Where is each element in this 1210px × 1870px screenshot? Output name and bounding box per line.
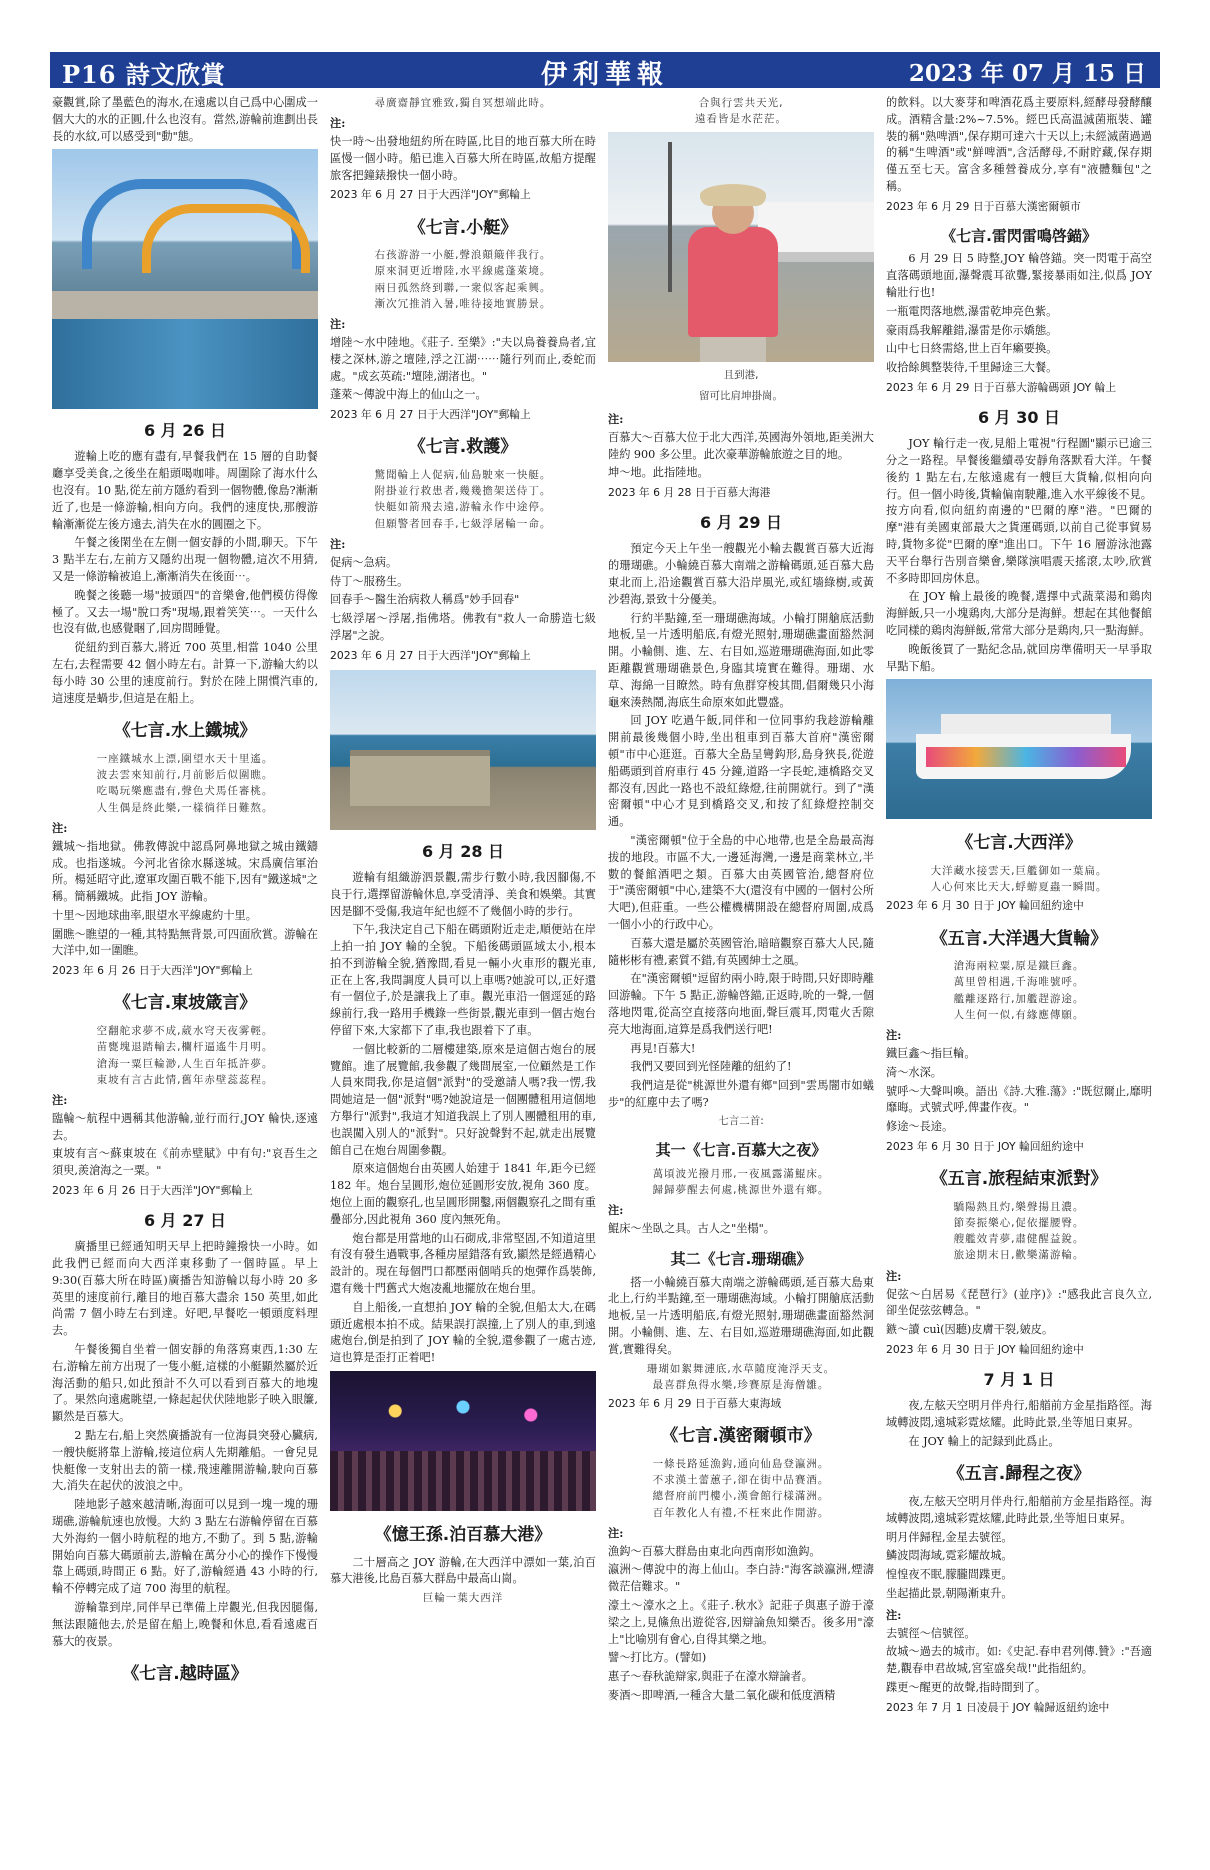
paragraph: 原來這個炮台由英國人始建于 1841 年,距今已經 182 年。炮台呈圓形,炮位延圓形安放,視角 360 度。炮位上面的觀察孔,也呈圓形開鑿,兩個觀察孔之間有重疊部分,因此視角 360 度內無死角。: [330, 1162, 596, 1226]
poem-title: 《憶王孫.泊百慕大港》: [374, 1525, 552, 1546]
paragraph: 午餐後獨自坐着一個安靜的角落寫東西,1:30 左右,游輪左前方出現了一隻小艇,這樣的小艇顯然屬於近海活動的船只,如此預計不久可以看到百慕大的地塊了。果然向遠處眺望,一條起起伏伏陸地影子映入眼簾,顯然是百慕大。: [52, 1342, 318, 1424]
note: 修途～長途。: [886, 1120, 954, 1134]
poem-line: 總督府前門樓小,漢會館行樣滿洲。: [652, 1490, 830, 1503]
poem-line: 明月伴歸程,金星去號徑。: [886, 1530, 1013, 1544]
signature: 2023 年 7 月 1 日凌晨于 JOY 輪歸返紐約途中: [886, 1700, 1110, 1714]
note: 百慕大～百慕大位于北大西洋,英國海外領地,距美洲大陸約 900 多公里。此次豪華游輪旅遊之目的地。: [608, 430, 874, 461]
signature: 2023 年 6 月 30 日于 JOY 輪回紐約途中: [886, 1342, 1084, 1356]
poem-line: 節奏振樂心,促依擺腰臀。: [953, 1216, 1085, 1229]
paragraph: 夜,左舷天空明月伴舟行,船艏前方金星指路徑。海域轉波悶,遠城彩霓炫耀,此時此景,坐等旭日東昇。: [886, 1494, 1152, 1525]
note: 漁鈎～百慕大群島由東北向西南形如漁鈎。: [608, 1544, 821, 1558]
note: 十里～因地球曲率,眼望水平線處約十里。: [52, 908, 257, 922]
signature: 2023 年 6 月 26 日于大西洋"JOY"郵輪上: [52, 1184, 253, 1198]
note-label: 注:: [330, 536, 346, 551]
note: 蹀更～醒更的故聲,指時間到了。: [886, 1680, 1047, 1694]
poem-line: 快艇如箭飛去遠,游輪永作中途停。: [374, 501, 552, 514]
paragraph: 二十層高之 JOY 游輪,在大西洋中漂如一葉,泊百慕大港後,比島百慕大群島中最高山崗。: [330, 1555, 596, 1586]
paragraph: 陸地影子越來越清晰,海面可以見到一塊一塊的珊瑚礁,游輪航速也放慢。大約 3 點左右游輪停留在百慕大外海約一個小時航程的地方,不動了。到 5 點,游輪開始向百慕大碼頭前去,游輪在萬分小心的操作下慢慢靠上碼頭,時間正 6 點。好了,游輪經過 43 小時的行,輪不停轉完成了這 700 海里的航程。: [52, 1498, 318, 1596]
poem-line: 空翻舵求夢不成,葳水穹天夜雾輕。: [96, 1024, 274, 1037]
party-photo: [330, 1371, 596, 1511]
paragraph: 午餐之後閑坐在左側一個安靜的小間,聊天。下午 3 點半左右,左前方又隱約出現一個物體,這次不用猜,又是一條游輪被追上,漸漸消失在後面⋯。: [52, 536, 318, 583]
note: 回春手～醫生治病救人稱爲"妙手回春": [330, 593, 520, 607]
signature: 2023 年 6 月 28 日于百慕大海港: [608, 486, 771, 500]
paragraph: 我們又要回到光怪陸離的紐約了!: [630, 1060, 792, 1074]
day-heading: 7 月 1 日: [983, 1370, 1055, 1390]
poem-line: 東坡有言古此情,舊年赤壁蕊蕊程。: [96, 1073, 274, 1086]
signature: 2023 年 6 月 30 日于 JOY 輪回紐約途中: [886, 1139, 1084, 1153]
note: 譬～打比方。(譬如): [608, 1651, 707, 1665]
poem-line: 珊瑚如絮舞漣底,水草隨度淹浮天支。: [646, 1362, 836, 1375]
poem-line: 苗甕塊退踏輸去,欄杆逼遙牛月明。: [96, 1041, 274, 1054]
note: 促病～急病。: [330, 555, 398, 569]
poem-line: 山中七日終需絡,世上百年癩要換。: [886, 342, 1058, 356]
note: 故城～過去的城市。如:《史記.春申君列傳.贊》:"吾適楚,觀春申君故城,宮室盛矣哉!"此指紐約。: [886, 1645, 1152, 1676]
note: 鏃～讀 cuì(因聽)皮膚干裂,皴皮。: [886, 1323, 1054, 1337]
poem-line: 滄海兩粒粟,原是鐵巨鑫。: [953, 960, 1085, 973]
poem-line: 最喜群魚得水樂,珍賽原是海僧雛。: [652, 1378, 830, 1391]
paragraph: 從紐約到百慕大,將近 700 英里,相當 1040 公里左右,去程需要 42 個小時左右。計算一下,游輪大約以每小時 30 公里的速度前行。對於在陸上開慣汽車的,這速度是蝸步,但這是在船上。: [52, 641, 318, 705]
section-label: P16 詩文欣賞: [62, 60, 226, 89]
column-4: [886, 95, 1152, 1860]
poem-line: 驚聞輪上人促病,仙島駛來一快艇。: [374, 468, 552, 481]
poem-line: 附掛並行救患者,幾幾擔架送侍丁。: [374, 485, 552, 498]
paragraph: 炮台都是用當地的山石砌成,非常堅固,不知道這里有沒有發生過戰事,各種房屋錯落有致,顯然是經過精心設計的。現在每個門口都壓兩個哨兵的炮彈作爲裝飾,還有幾十門舊式大炮凌亂地擺放在炮台里。: [330, 1231, 596, 1296]
paragraph: 行約半點鐘,至一珊瑚礁海域。小輪打開艙底活動地板,呈一片透明船底,有燈光照射,珊瑚礁畫面豁然洞開。小輪側、進、左、右目如,巡遊珊瑚礁海面,如此零距離觀賞珊瑚礁景色,身臨其境實在難得。珊瑚、水草、海綿一目瞭然。時有魚群穿梭其間,倡爾幾只小海龜來湊熱鬧,海底生命原來如此豐盛。: [608, 611, 874, 709]
note-label: 注:: [52, 1093, 68, 1108]
fort-photo: [330, 670, 596, 830]
photo-caption: 留可比肩坤掛崗。: [699, 390, 783, 403]
paragraph: 廣播里已經通知明天早上把時鐘撥快一小時。如此我們已經而向大西洋東移動了一個時區。早上 9:30(百慕大所在時區)廣播告知游輪以每小時 20 多英里的速度前行,離目的地百慕大盡余 150 英里,如此尚需 7 個小時左右到達。好吧,早餐吃一頓頭度料理去。: [52, 1240, 318, 1338]
paragraph: 2 點左右,船上突然廣播說有一位海員突發心臟病,一艘快艇將靠上游輪,接這位病人先期離船。一會兒見快艇像一支射出去的箭一樣,飛速離開游輪,駛向百慕大,消失在起伏的波浪之中。: [52, 1428, 318, 1493]
poem-line: 波去雲來知前行,月前影后似圍瞧。: [96, 769, 274, 782]
masthead: [50, 52, 1160, 88]
poem-line: 遠看皆是水茫茫。: [695, 113, 787, 126]
note: 瀛洲～傳說中的海上仙山。李白詩:"海客談瀛洲,煙濤微茫信難求。": [608, 1563, 874, 1594]
column-1: [52, 95, 318, 1860]
note: 鯤床～坐臥之具。古人之"坐榻"。: [608, 1222, 775, 1236]
signature: 2023 年 6 月 29 日于百慕大游輪碼頭 JOY 輪上: [886, 381, 1117, 395]
signature: 2023 年 6 月 29 日于百慕大東海域: [608, 1397, 782, 1411]
paragraph: 晚餐之後聽一場"披頭四"的音樂會,他們模仿得像極了。又去一場"脫口秀"現場,跟着笑笑⋯。一天什么也沒有做,也感覺睏了,回房間睡覺。: [52, 588, 318, 636]
signature: 2023 年 6 月 26 日于大西洋"JOY"郵輪上: [52, 964, 253, 978]
note: 臨輪～航程中遇稱其他游輪,並行而行,JOY 輪快,逐遠去。: [52, 1111, 318, 1142]
poem-line: 漸次冗推消入暑,唯待接地實勝景。: [374, 297, 552, 310]
poem-line: 滄海一粟巨輪渺,人生百年抵許夢。: [96, 1057, 274, 1070]
poem-line: 人生偶是終此樂,一樣徜徉日難熬。: [96, 801, 274, 814]
paragraph: "漢密爾頓"位于全島的中心地帶,也是全島最高海拔的地段。市區不大,一邊延海灣,一邊是商業林立,半數的餐館酒吧之類。百慕大由英國管治,總督府位于"漢密爾頓"中心,建築不大(還沒有中國的一個村公所大吧),但莊重。一些公權機構開設在總督府周圍,成爲一個小小的行政中心。: [608, 833, 874, 931]
note-label: 注:: [608, 412, 624, 427]
poem-line: 一條長路延漁鈎,通向仙島登瀛洲。: [652, 1457, 830, 1470]
poem-line: 但願警者回春手,七級浮屠輪一命。: [374, 517, 552, 530]
poem-title: 《七言.越時區》: [122, 1664, 248, 1685]
paragraph: 夜,左舷天空明月伴舟行,船艏前方金星指路徑。海域轉波悶,遠城彩霓炫耀。此時此景,坐等旭日東昇。: [886, 1399, 1152, 1429]
poem-line: 兩日孤然終到聯,一衆似客起乘興。: [374, 281, 552, 294]
paragraph: 在 JOY 輪上的記録到此爲止。: [908, 1434, 1060, 1448]
signature: 2023 年 6 月 30 日于 JOY 輪回紐約途中: [886, 899, 1084, 913]
note-label: 注:: [886, 1028, 902, 1043]
poem-line: 豪雨爲我解離錯,瀑雷是你示嬌態。: [886, 323, 1058, 337]
poem-title: 《七言.漢密爾頓市》: [661, 1426, 821, 1447]
poem-title: 《七言.小艇》: [408, 217, 518, 238]
paragraph: 6 月 29 日 5 時整,JOY 輪啓錨。突一閃電于高空直落碼頭地面,瀑聲震耳欲聾,緊接暴雨如注,似爲 JOY 輪壯行也!: [886, 252, 1152, 300]
poem-title: 《七言.救護》: [408, 437, 518, 458]
note: 圍瞧～瞧望的一種,其特點無背景,可四面欣賞。游輪在大洋中,如一圍瞧。: [52, 927, 318, 958]
poem-line: 鱗波悶海域,霓彩耀故城。: [886, 1549, 1013, 1563]
day-heading: 6 月 28 日: [421, 841, 505, 861]
column-2: [330, 95, 596, 1860]
paragraph: 再見!百慕大!: [630, 1041, 696, 1055]
poem-line: 惶惶夜不眠,朦朧間蹀更。: [886, 1568, 1013, 1582]
day-heading: 6 月 29 日: [699, 513, 783, 533]
paragraph: 我們這是從"桃源世外還有鄉"回到"雲馬闇市如蟻步"的紅塵中去了嗎?: [608, 1079, 874, 1109]
poem-line: 百年教化人有禮,不枉來此作閒游。: [652, 1506, 830, 1519]
paragraph: 晚飯後買了一點紀念品,就回房準備明天一早爭取早點下船。: [886, 642, 1152, 673]
day-heading: 6 月 27 日: [143, 1211, 227, 1231]
signature: 2023 年 6 月 29 日于百慕大漢密爾頓市: [886, 199, 1081, 213]
note: 侍丁～服務生。: [330, 574, 409, 588]
poem-title: 《五言.歸程之夜》: [947, 1464, 1091, 1485]
poem-line: 原來洞更近增陸,水平線處蓬萊境。: [374, 265, 552, 278]
poem-title: 《七言.水上鐵城》: [113, 721, 257, 742]
poem-line: 尋廣齋靜宜雅致,獨自冥想端此時。: [374, 97, 552, 109]
note: 鐵城～指地獄。佛教傳說中認爲阿鼻地獄之城由鐵鑄成。也指遂城。今河北省徐水縣遂城。宋爲廣信軍治所。楊延昭守此,遼軍攻圍百戰不能下,因有"鐵遂城"之稱。簡稱鐵城。此指 JOY 游輪。: [52, 839, 318, 904]
paragraph: 百慕大還是屬於英國管治,暗暗觀察百慕大人民,隨隨彬彬有禮,素質不錯,有英國紳士之風。: [608, 936, 874, 967]
note: 去號徑～信號徑。: [886, 1626, 976, 1640]
poem-line: 巨輪一葉大西洋: [422, 1592, 504, 1605]
photo-caption: 且到港,: [723, 368, 759, 381]
note: 快一時～出發地紐約所在時區,比目的地百慕大所在時區慢一個小時。船已進入百慕大所在時區,故船方提醒旅客把鐘錶撥快一個小時。: [330, 135, 596, 182]
poem-line: 人心何來比天大,蜉蝣夏蟲一瞬間。: [930, 881, 1108, 894]
note: 增陸～水中陸地。《莊子. 至樂》:"夫以鳥養養鳥者,宜棲之深林,游之壇陸,浮之江湖⋯⋯隨行列而止,委蛇而處。"成玄英疏:"壇陸,湖渚也。": [330, 336, 596, 383]
traveler-photo: [608, 132, 874, 362]
note: 渏～水深。: [886, 1065, 942, 1079]
paragraph: 豪觀賞,除了墨藍色的海水,在遠處以自己爲中心圍成一個大大的水的正圓,什么也沒有。當然,游輪前進劃出長長的水紋,可以感受到"動"態。: [52, 96, 318, 143]
note-label: 注:: [886, 1607, 902, 1622]
poem-line: 艘艦效青夢,肅健醒益銳。: [953, 1233, 1085, 1246]
signature: 2023 年 6 月 27 日于大西洋"JOY"郵輪上: [330, 408, 531, 422]
paragraph: JOY 輪行走一夜,見船上電視"行程圖"顯示已逾三分之一路程。早餐後繼續尋安靜角落默看大洋。午餐後約 1 點左右,左舷遠處有一艘巨大貨輪,似相向向行。但一個小時後,貨輪偏南駛離,進入水平線後不見。按方向看,似向紐約南邊的"巴爾的摩"港。"巴爾的摩"港有美國東部最大之貨運碼頭,以前自己從事貿易時,貨物多從"巴爾的摩"進出口。下午 16 層游泳池露天平台舉行告別音樂會,樂隊演唱震天搖滾,太吵,欣賞不多時即回房休息。: [886, 437, 1152, 585]
paragraph: 在"漢密爾頓"逗留約兩小時,限于時間,只好即時離回游輪。下午 5 點正,游輪啓錨,正返時,吮的一聲,一個落地閃電,從高空直接落向地面,聲巨震耳,閃電火舌隙亮大地海面,這算是爲我們送行吧!: [608, 972, 874, 1036]
note-label: 注:: [608, 1203, 624, 1218]
poem-line: 坐起描此景,朝陽漸東升。: [886, 1586, 1013, 1600]
note: 蓬萊～傳說中海上的仙山之一。: [330, 388, 487, 402]
poem-line: 不求漢土蕾蕙子,卻在街中品賽酒。: [652, 1474, 830, 1487]
paragraph: 的飲料。以大麥芽和啤酒花爲主要原料,經酵母發酵釀成。酒精含量:2%~7.5%。經巴氏高温滅菌瓶裝、罐裝的稱"熟啤酒",保存期可達六十天以上;未經滅菌過過的稱"生啤酒"或"鮮啤酒",含活酵母,不耐貯藏,保存期僅五至七天。富含多種營養成分,享有"液體麵包"之稱。: [886, 96, 1152, 193]
poem-title: 《七言.大西洋》: [956, 833, 1082, 854]
note: 促弦～白居易《琵琶行》(並序)》:"感我此言良久立,卻坐促弦弦轉急。": [886, 1287, 1152, 1318]
paragraph: 遊輪上吃的應有盡有,早餐我們在 15 層的自助餐廳享受美食,之後坐在船頭喝咖啡。周圍除了海水什么也沒有。10 點,從左前方隱約看到一個物體,像島?漸漸近了,也是一條游輪,相向方向。我們的速度快,那艘游輪漸漸從左後方遠去,消失在水的圓圈之下。: [52, 450, 318, 531]
note: 七級浮屠～浮屠,指佛塔。佛教有"救人一命勝造七級浮屠"之說。: [330, 612, 596, 642]
poem-line: 一座鐵城水上漂,圍望水天十里遙。: [96, 752, 274, 765]
paragraph: 自上船後,一直想拍 JOY 輪的全貌,但船太大,在碼頭近處根本拍不成。結果誤打誤撞,上了別人的車,到遠處炮台,倒是拍到了 JOY 輪的全貌,還參觀了一處古迹,這也算是歪打正着吧!: [330, 1300, 596, 1365]
paragraph: 在 JOY 輪上最後的晚餐,選擇中式蔬菜湯和鶏肉海鮮飯,只一小塊鶏肉,大部分是海鮮。想起在其他餐館吃同樣的鶏肉海鮮飯,常常大部分是鶏肉,只一點海鮮。: [886, 590, 1152, 637]
note-label: 注:: [608, 1525, 624, 1540]
note: 坤～地。此指陸地。: [608, 466, 709, 480]
paragraph: 下午,我決定自己下船在碼頭附近走走,順便站在岸上拍一拍 JOY 輪的全貌。下船後碼頭區域太小,根本拍不到游輪全貌,猶豫間,看見一輛小火車形的觀光車,正在上客,我問調度人員可以上車嗎?她說可以,正好還有一個位子,於是讓我上了車。觀光車沿一個逕延的路線前行,我一路用手機錄一些街景,觀光車到一個古炮台停留下來,大家都下了車,我也跟着下了車。: [330, 923, 596, 1038]
poem-title: 《五言.旅程結束派對》: [930, 1169, 1108, 1190]
poem-line: 合與行雲共天光,: [698, 97, 784, 109]
note-label: 注:: [330, 317, 346, 332]
poem-line: 一瓶電閃落地燃,瀑雷乾坤亮色紫。: [886, 304, 1058, 318]
section-note: 七言二首:: [718, 1114, 764, 1127]
poem-title: 《七言.雷閃雷鳴啓錨》: [941, 226, 1097, 245]
note: 麥酒～即啤酒,一種含大量二氧化碳和低度酒精: [608, 1689, 836, 1703]
ship-photo: [886, 679, 1152, 819]
poem-title: 《七言.東坡箴言》: [113, 993, 257, 1014]
pool-photo: [52, 149, 318, 409]
column-3: [608, 95, 874, 1860]
poem-line: 萬里曾相遇,千海唯號呼。: [953, 976, 1085, 989]
day-heading: 6 月 30 日: [977, 408, 1061, 428]
paragraph: 搭一小輪繞百慕大南端之游輪碼頭,延百慕大島東北上,行約半點鐘,至一珊瑚礁海域。小輪打開艙底活動地板,呈一片透明船底,有燈光照射,珊瑚礁畫面豁然洞開。小輪側、進、左、右目如,巡遊珊瑚礁海面,如此觀賞,實難得矣。: [608, 1275, 874, 1356]
poem-title: 其二《七言.珊瑚礁》: [670, 1250, 812, 1269]
issue-date: 2023 年 07 月 15 日: [908, 60, 1146, 87]
note: 東坡有言～蘇東坡在《前赤壁賦》中有句:"哀吾生之須臾,羨滄海之一粟。": [52, 1147, 318, 1178]
paragraph: 遊輪有組織游泗景觀,需步行數小時,我因腳傷,不良于行,選擇留游輪休息,享受清淨、美食和娛樂。其實因是腳不受傷,我這年紀也經不了幾個小時的步行。: [330, 870, 596, 918]
poem-line: 右孩游游一小艇,聲浪顛簸伴我行。: [374, 249, 552, 262]
poem-line: 吃喝玩樂應盡有,聲色犬馬任審桃。: [96, 785, 274, 798]
paragraph: 回 JOY 吃過午飯,同伴和一位同事約我趁游輪離開前最後幾個小時,坐出租車到百慕大首府"漢密爾頓"市中心逛逛。百慕大全島呈彎鈎形,島身狹長,從遊船碼頭到首府車行 45 分鐘,道路一字長蛇,連橋路交叉都沒有,因此一路也不設紅綠燈,往前開就行。到了"漢密爾頓"中心才見到橋路交叉,和按了紅綠燈控制交通。: [608, 714, 874, 829]
poem-line: 萬頃波光撥月邢,一夜風露滿鯤床。: [652, 1167, 830, 1180]
note: 號呼～大聲叫喚。語出《詩.大雅.蕩》:"既愆爾止,靡明靡晦。式號式呼,俾畫作夜。": [886, 1084, 1152, 1115]
note-label: 注:: [52, 820, 68, 835]
paragraph: 預定今天上午坐一艘觀光小輪去觀賞百慕大近海的珊瑚礁。小輪繞百慕大南端之游輪碼頭,延百慕大島東北而上,沿途觀賞百慕大沿岸風光,或紅墻綠樹,或黃沙碧海,景致十分優美。: [608, 542, 874, 606]
poem-line: 大洋藏水接雲天,巨艦御如一葉扁。: [930, 864, 1108, 877]
newspaper-name: 伊利華報: [540, 60, 669, 90]
paragraph: 游輪靠到岸,同伴早已準備上岸觀光,但我因腿傷,無法跟隨他去,於是留在船上,晚餐和休息,看看遠處百慕大的夜景。: [52, 1600, 318, 1648]
poem-line: 艦離逐路行,加艦趕游途。: [953, 992, 1085, 1005]
note: 鐵巨鑫～指巨輪。: [886, 1046, 976, 1060]
poem-line: 旅途期末日,歡樂滿游輪。: [953, 1249, 1085, 1262]
note: 濠土～濠水之上。《莊子.秋水》記莊子與惠子游于濠梁之上,見鯈魚出遊從容,因辯論魚知樂否。後多用"濠上"比喻別有會心,自得其樂之地。: [608, 1599, 874, 1646]
signature: 2023 年 6 月 27 日于大西洋"JOY"郵輪上: [330, 648, 531, 662]
signature: 2023 年 6 月 27 日于大西洋"JOY"郵輪上: [330, 188, 531, 202]
day-heading: 6 月 26 日: [143, 421, 227, 441]
poem-line: 人生何一似,有緣應傳願。: [953, 1008, 1085, 1021]
paragraph: 一個比較新的二層樓建築,原來是這個古炮台的展覽館。進了展覽館,我參觀了幾間展室,一位顧然是工作人員來問我,你是這個"派對"的受邀請人嗎?我一愣,我問她這是一個"派對"嗎?她說這是一個團體租用這個地方舉行"派對",我這才知道我誤上了別人團體租用的車,也誤闖入別人的"派對"。只好說聲對不起,就走出展覽館自己在炮台周圍參觀。: [330, 1042, 596, 1157]
note: 惠子～春秋詭辯家,與莊子在濠水辯論者。: [608, 1670, 813, 1684]
note-label: 注:: [330, 116, 346, 131]
poem-line: 收拾餘興整裝待,千里歸途三大餐。: [886, 361, 1058, 375]
poem-line: 歸歸夢醒去何處,桃源世外還有鄉。: [652, 1184, 830, 1197]
poem-line: 驕陽熱且灼,樂聲揚且濃。: [953, 1200, 1085, 1213]
note-label: 注:: [886, 1268, 902, 1283]
poem-title: 《五言.大洋遇大貨輪》: [930, 928, 1108, 949]
poem-title: 其一《七言.百慕大之夜》: [655, 1141, 827, 1160]
